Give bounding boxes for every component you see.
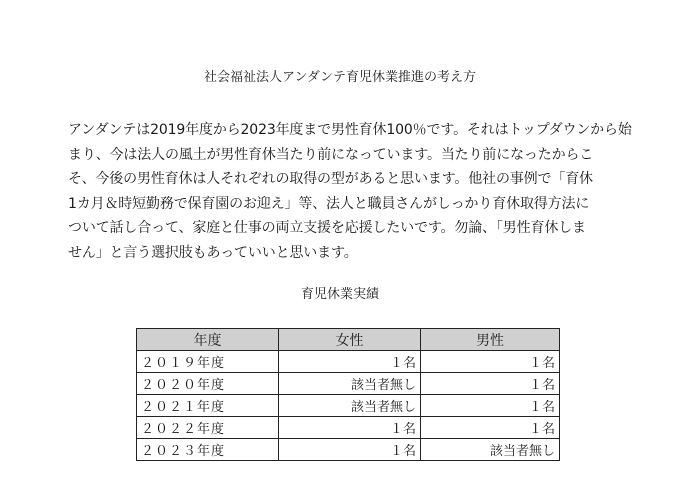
paragraph-line: まり、今は法人の風土が男性育休当たり前になっています。当たり前になったからこ: [68, 146, 594, 163]
paragraph-line: ついて話し合って、家庭と仕事の両立支援を応援したいです。勿論、「男性育休しま: [68, 220, 586, 237]
childcare-leave-table: [136, 328, 560, 461]
paragraph-line: 1カ月＆時短勤務で保育園のお迎え」等、法人と職員さんがしっかり育休取得方法に: [68, 195, 590, 212]
paragraph-line: そ、今後の男性育休は人それぞれの取得の型があると思います。他社の事例で「育休: [68, 171, 593, 188]
cell-year: ２０２３年度: [137, 439, 279, 461]
cell-male: １名: [421, 417, 560, 439]
paragraph-line: せん」と言う選択肢もあっていいと思います。: [68, 244, 358, 261]
cell-male: １名: [421, 351, 560, 373]
table-row: [137, 439, 560, 461]
cell-male: 該当者無し: [421, 439, 560, 461]
cell-year: ２０２１年度: [137, 395, 279, 417]
cell-male: １名: [421, 395, 560, 417]
header-female: 女性: [279, 329, 421, 351]
table-row: [137, 395, 560, 417]
cell-male: １名: [421, 373, 560, 395]
cell-female: １名: [279, 351, 421, 373]
cell-year: ２０２０年度: [137, 373, 279, 395]
table-row: [137, 373, 560, 395]
page-title: 社会福祉法人アンダンテ育児休業推進の考え方: [203, 70, 477, 85]
cell-year: ２０１９年度: [137, 351, 279, 373]
table-row: [137, 417, 560, 439]
cell-female: 該当者無し: [279, 373, 421, 395]
header-male: 男性: [421, 329, 560, 351]
header-year: 年度: [137, 329, 279, 351]
body-paragraph: [68, 118, 632, 266]
cell-female: 該当者無し: [279, 395, 421, 417]
paragraph-line: アンダンテは2019年度から2023年度まで男性育休100％です。それはトップダウンから始: [68, 122, 632, 138]
cell-female: １名: [279, 417, 421, 439]
table-row: [137, 351, 560, 373]
table-header-row: [137, 329, 560, 351]
cell-female: １名: [279, 439, 421, 461]
table-title: 育児休業実績: [300, 287, 379, 302]
cell-year: ２０２２年度: [137, 417, 279, 439]
